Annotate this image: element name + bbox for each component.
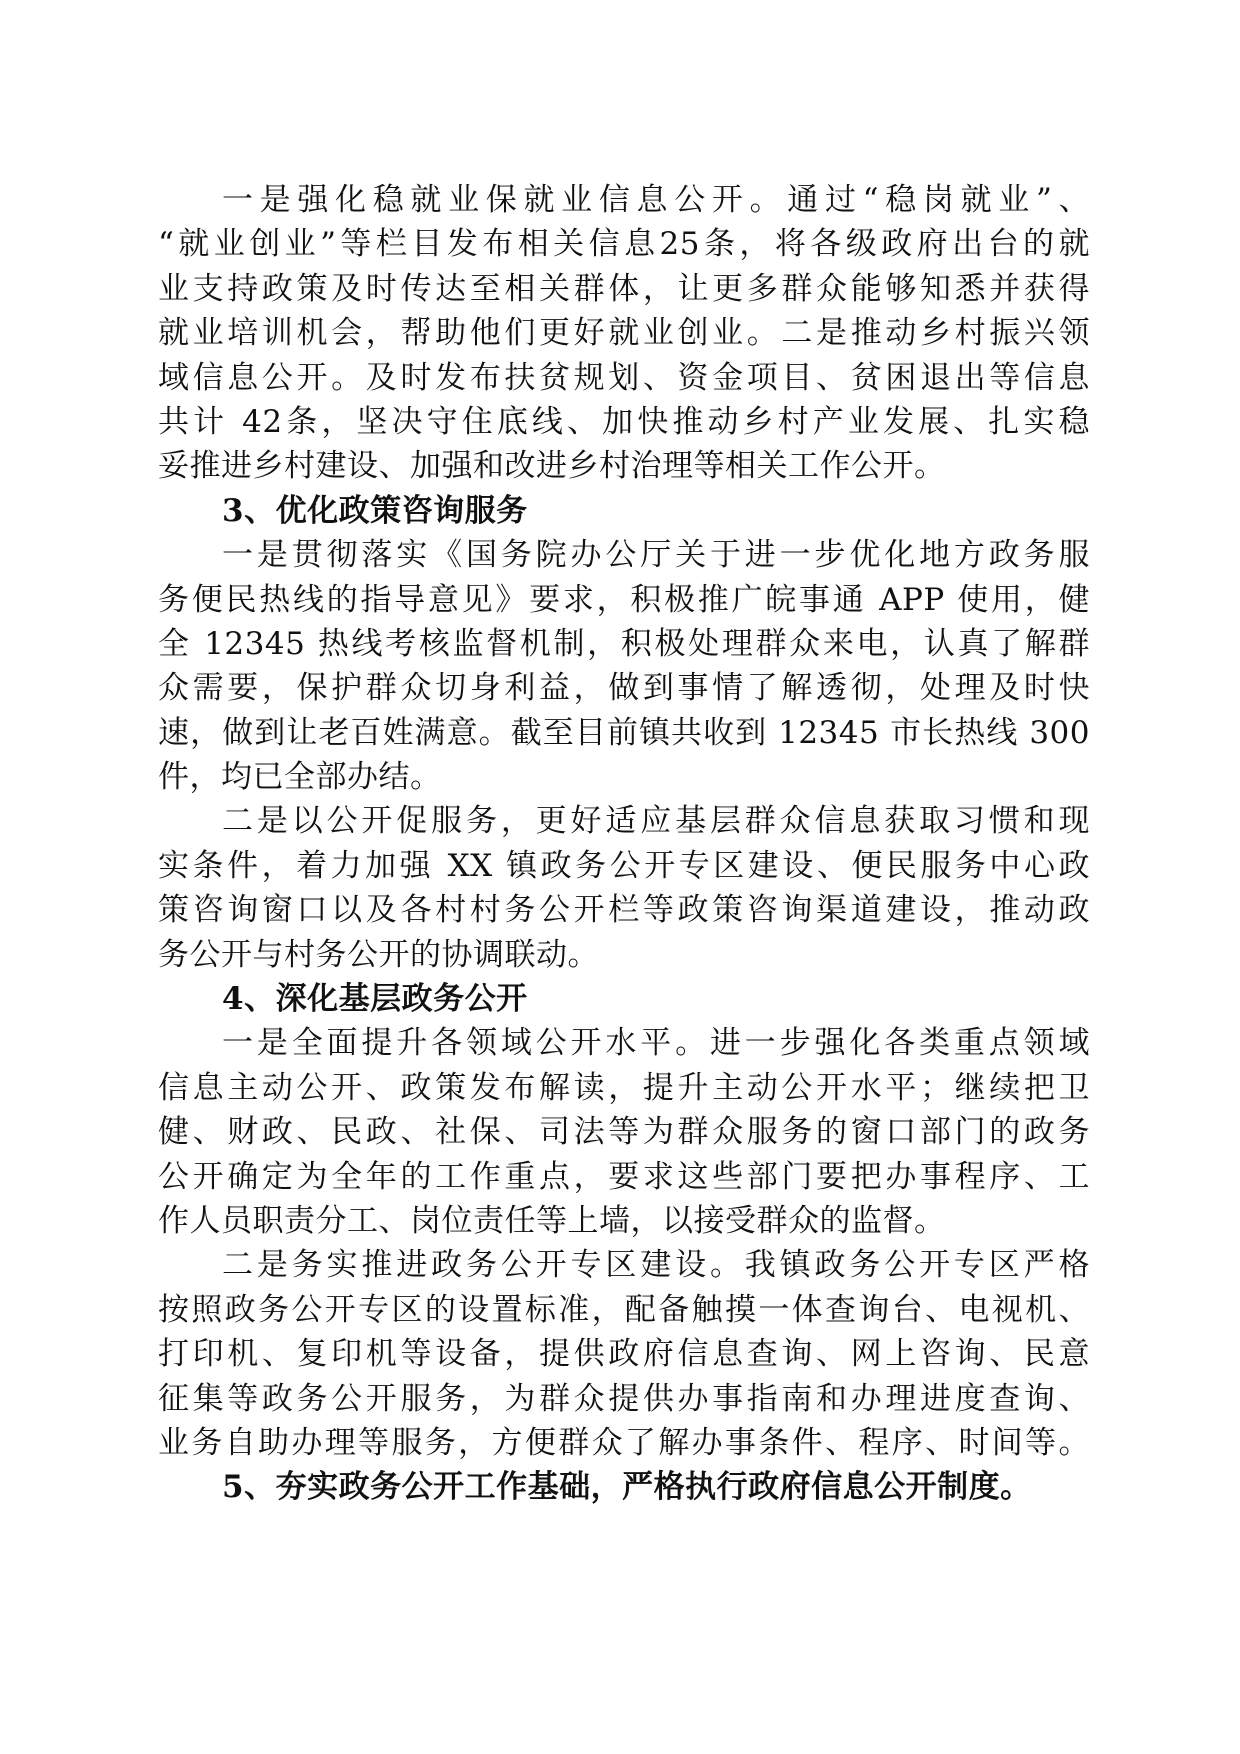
section-heading-5: 5、夯实政务公开工作基础，严格执行政府信息公开制度。 <box>222 1469 1032 1506</box>
paragraph-line: 业支持政策及时传达至相关群体，让更多群众能够知悉并获得 <box>158 270 1090 307</box>
paragraph-line: 妥推进乡村建设、加强和改进乡村治理等相关工作公开。 <box>158 448 946 485</box>
paragraph-line: 二是务实推进政务公开专区建设。我镇政务公开专区严格 <box>222 1247 1090 1284</box>
paragraph-line: 件，均已全部办结。 <box>158 759 442 796</box>
paragraph-line: 务公开与村务公开的协调联动。 <box>158 936 599 973</box>
paragraph-line: 业务自助办理等服务，方便群众了解办事条件、程序、时间等。 <box>158 1424 1090 1461</box>
document-page <box>158 178 1090 1510</box>
paragraph-line: 打印机、复印机等设备，提供政府信息查询、网上咨询、民意 <box>158 1336 1090 1373</box>
paragraph-line: 实条件，着力加强 XX 镇政务公开专区建设、便民服务中心政 <box>158 847 1090 884</box>
paragraph-line: 一是全面提升各领域公开水平。进一步强化各类重点领域 <box>222 1025 1090 1062</box>
paragraph-line: “就业创业”等栏目发布相关信息25条，将各级政府出台的就 <box>158 226 1090 263</box>
paragraph-line: 作人员职责分工、岗位责任等上墙，以接受群众的监督。 <box>158 1202 946 1239</box>
section-heading-3: 3、优化政策咨询服务 <box>222 492 528 529</box>
section-heading-4: 4、深化基层政务公开 <box>222 981 528 1018</box>
paragraph-line: 域信息公开。及时发布扶贫规划、资金项目、贫困退出等信息 <box>158 359 1090 396</box>
paragraph-line: 速，做到让老百姓满意。截至目前镇共收到 12345 市长热线 300 <box>158 714 1090 751</box>
paragraph-line: 全 12345 热线考核监督机制，积极处理群众来电，认真了解群 <box>158 625 1090 662</box>
paragraph-line: 策咨询窗口以及各村村务公开栏等政策咨询渠道建设，推动政 <box>158 892 1090 929</box>
paragraph-line: 公开确定为全年的工作重点，要求这些部门要把办事程序、工 <box>158 1158 1090 1195</box>
paragraph-line: 共计 42条，坚决守住底线、加快推动乡村产业发展、扎实稳 <box>158 403 1090 440</box>
paragraph-line: 二是以公开促服务，更好适应基层群众信息获取习惯和现 <box>222 803 1090 840</box>
paragraph-line: 一是贯彻落实《国务院办公厅关于进一步优化地方政务服 <box>222 537 1090 574</box>
paragraph-line: 征集等政务公开服务，为群众提供办事指南和办理进度查询、 <box>158 1380 1090 1417</box>
paragraph-line: 健、财政、民政、社保、司法等为群众服务的窗口部门的政务 <box>158 1114 1090 1151</box>
paragraph-line: 就业培训机会，帮助他们更好就业创业。二是推动乡村振兴领 <box>158 315 1090 352</box>
paragraph-line: 按照政务公开专区的设置标准，配备触摸一体查询台、电视机、 <box>158 1291 1090 1328</box>
paragraph-line: 务便民热线的指导意见》要求，积极推广皖事通 APP 使用，健 <box>158 581 1090 618</box>
paragraph-line: 一是强化稳就业保就业信息公开。通过“稳岗就业”、 <box>222 182 1090 218</box>
paragraph-line: 信息主动公开、政策发布解读，提升主动公开水平；继续把卫 <box>158 1069 1090 1106</box>
paragraph-line: 众需要，保护群众切身利益，做到事情了解透彻，处理及时快 <box>158 670 1090 707</box>
